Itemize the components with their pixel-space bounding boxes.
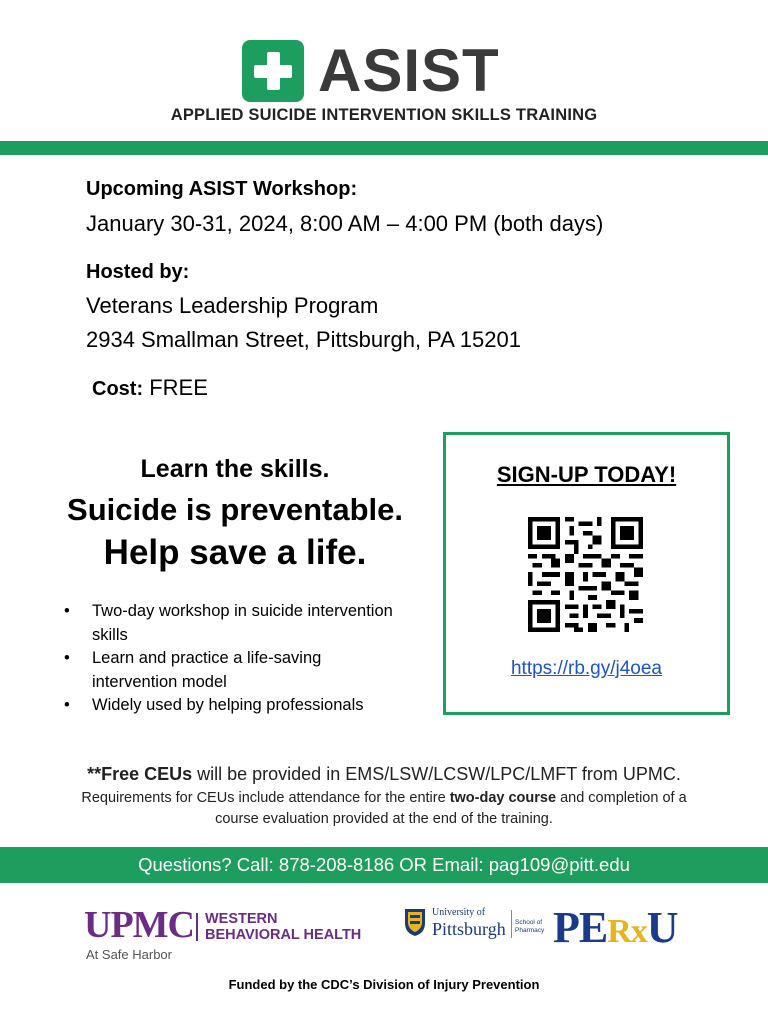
cost-label: Cost: xyxy=(92,378,144,400)
peru-logo xyxy=(553,902,678,953)
feature-list xyxy=(60,600,410,718)
pitt-divider xyxy=(511,910,512,938)
wbh-logo-text xyxy=(205,911,361,943)
host-address: 2934 Smallman Street, Pittsburgh, PA 15201 xyxy=(86,327,521,352)
cost-value: FREE xyxy=(143,375,208,400)
host-name: Veterans Leadership Program xyxy=(86,293,379,318)
wbh-line-1: WESTERN xyxy=(205,911,278,927)
ceu-prefix: **Free CEUs xyxy=(87,764,193,784)
ceu-statement xyxy=(0,764,768,785)
header-divider xyxy=(0,141,768,155)
signup-link[interactable]: https://rb.gy/j4oea xyxy=(510,658,663,679)
qr-code-icon[interactable] xyxy=(528,517,643,632)
cost-line xyxy=(92,375,208,401)
pitt-university-of: University of xyxy=(432,907,486,918)
ceu-main-text: will be provided in EMS/LSW/LCSW/LPC/LMFT from UPMC. xyxy=(192,764,681,784)
ceu-req-b: and completion of a course evaluation provided at the end of the training. xyxy=(215,790,687,827)
pharmacy-line-1: School of xyxy=(515,919,543,926)
ceu-req-a: Requirements for CEUs include attendance for the entire xyxy=(81,790,450,806)
logo-subtitle: APPLIED SUICIDE INTERVENTION SKILLS TRAINING xyxy=(170,106,598,124)
cross-icon-bar xyxy=(254,65,292,78)
peru-pe: PE xyxy=(553,903,608,952)
logo-wordmark: ASIST xyxy=(318,37,500,104)
pitch-line-2: Suicide is preventable. xyxy=(67,492,403,527)
safe-harbor-text: At Safe Harbor xyxy=(86,947,172,962)
peru-rx: Rx xyxy=(607,913,647,950)
pitch-line-3: Help save a life. xyxy=(103,533,367,572)
ceu-req-bold: two-day course xyxy=(449,790,557,806)
pitch-line-1: Learn the skills. xyxy=(140,455,330,483)
list-item: • Widely used by helping professionals xyxy=(60,694,410,718)
wbh-line-2: BEHAVIORAL HEALTH xyxy=(205,927,362,943)
hosted-label: Hosted by: xyxy=(86,261,190,283)
workshop-date: January 30-31, 2024, 8:00 AM – 4:00 PM (both days) xyxy=(86,211,604,236)
list-item: • Two-day workshop in suicide intervention skills xyxy=(60,600,410,647)
peru-u: U xyxy=(646,903,678,952)
pitt-crest-icon xyxy=(403,907,427,937)
funding-note: Funded by the CDC’s Division of Injury Prevention xyxy=(228,977,540,992)
ceu-requirements xyxy=(60,788,708,830)
upmc-logo: UPMC xyxy=(84,904,194,946)
upmc-divider xyxy=(196,913,198,941)
pitt-name: Pittsburgh xyxy=(432,919,506,939)
list-item: • Learn and practice a life-saving intervention model xyxy=(60,647,410,694)
signup-title: SIGN-UP TODAY! xyxy=(496,462,677,487)
workshop-label: Upcoming ASIST Workshop: xyxy=(86,178,358,200)
pharmacy-text xyxy=(515,919,544,935)
contact-text[interactable]: Questions? Call: 878-208-8186 OR Email: pag109@pitt.edu xyxy=(138,854,630,875)
pharmacy-line-2: Pharmacy xyxy=(515,927,545,934)
